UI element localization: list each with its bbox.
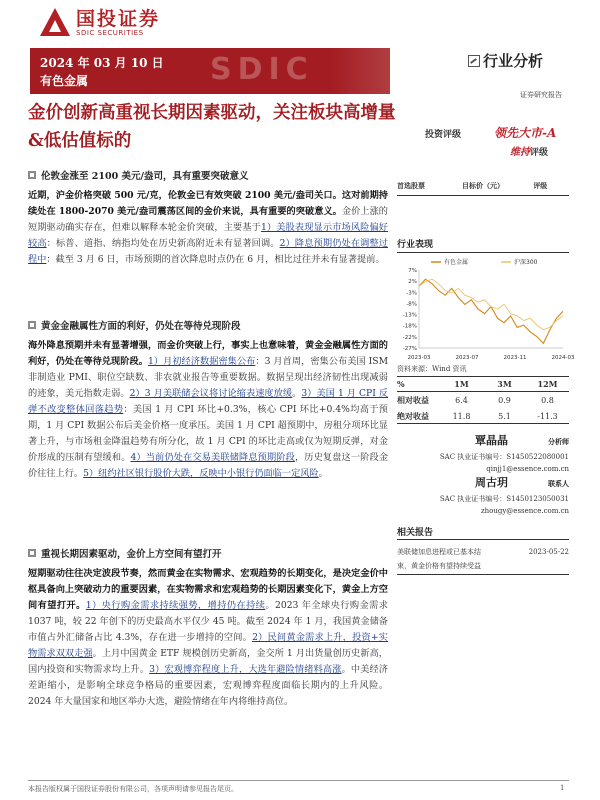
x-tick-label: 2024-03: [551, 355, 575, 361]
section-heading: 伦敦金涨至 2100 美元/盎司，具有重要突破意义: [28, 168, 388, 182]
analyst-email[interactable]: zhougy@essence.com.cn: [480, 507, 569, 515]
page-number: 1: [560, 784, 565, 792]
section-2: [28, 318, 388, 482]
rating-maintain: 维持评级: [510, 147, 549, 158]
section-heading: 重视长期因素驱动，金价上方空间有望打开: [28, 546, 388, 560]
stock-table-header: 首选股票 目标价（元） 评级: [397, 181, 548, 190]
rating-value: 领先大市-A: [494, 126, 557, 140]
footer-disclaimer: 本报告版权属于国投证券股份有限公司，各项声明请参见报告尾页。: [28, 785, 238, 793]
section-1: [28, 168, 388, 268]
company-logo: [40, 8, 160, 38]
analyst-1: [397, 432, 569, 475]
section-bullet-icon: [28, 171, 36, 179]
x-tick-label: 2023-07: [455, 355, 479, 361]
section-paragraph: 海外降息预期并未有显著增强，而金价突破上行，事实上也意味着，黄金金融属性方面的利好，仍处在等待兑现阶段。1）月初经济数据密集公布：3 月首周，密集公布美国 ISM 非制造业 PMI、职位空缺数、非农就业报告等重要数据。数据呈现出经济韧性出现减弱的迹象，美元指数走弱。2）3 月美联储会议将讨论缩表速度放缓。3）美国 1 月 CPI 反弹不改变整体回落趋势：美国 1 月 CPI 环比+0.3%，核心 CPI 环比+0.4%均高于预期，1 月 CPI 数据公布后美金价格一度承压。美国 1 月 CPI 超预期中，房租分项环比显著上升，与市场租金降温趋势有所分化，故 1 月 CPI 的环比走高或仅为短期反弹，对金价形成的压制有望缓和。4）当前仍处在交易美联储降息预期阶段，历史复盘这一阶段金价往往上行。5）纽约社区银行股价大跌，反映中小银行仍面临一定风险。: [28, 340, 389, 479]
legend-label: 沪深300: [514, 259, 538, 266]
table-row: 绝对收益 11.8 5.1 -11.3: [397, 410, 558, 421]
y-tick-label: -8%: [406, 301, 417, 308]
section-bullet-icon: [28, 549, 36, 557]
date-banner: [30, 48, 390, 94]
performance-table: [397, 376, 569, 424]
section-paragraph: 短期驱动往往决定波段节奏，然而黄金在实物需求、宏观趋势的长期变化，是决定金价中枢具备向上突破动力的重要因素，在实物需求和宏观趋势的长期因素变化下，黄金上方空间有望打开。1）央行购金需求持续强势，增持仍在持续。2023 年全球央行购金需求 1037 吨，较 22 年创下的历史最高水平仅少 45 吨。截至 2024 年 1 月，我国黄金储备市值占外汇储备占比 4.3%，存在进一步增持的空间。2）民间黄金需求上升，投资+实物需求双双走强。上月中国黄金 ETF 规模创历史新高，金交所 1 月出货量创历史新高，国内投资和实物需求均上升。3）宏观博弈程度上升，大选年避险情绪料高涨。中美经济差距缩小，是影响全球竞争格局的重要因素，宏观博弈程度面临长期内的上升风险。2024 年大量国家和地区举办大选，避险情绪在年内将维持高位。: [28, 568, 388, 707]
y-tick-label: -13%: [402, 312, 417, 319]
logo-en-text: SDIC SECURITIES: [76, 29, 144, 37]
report-type-label: 行业分析: [483, 52, 544, 70]
analyst-sac: SAC 执业证书编号：S1450123050031: [439, 495, 569, 503]
section-heading: 黄金金融属性方面的利好，仍处在等待兑现阶段: [28, 318, 388, 332]
logo-icon: [40, 8, 70, 38]
related-reports-title: 相关报告: [397, 528, 434, 538]
logo-cn-text: 国投证券: [76, 8, 161, 30]
performance-chart-svg: [397, 256, 575, 362]
y-tick-label: -27%: [402, 346, 417, 352]
performance-title: 行业表现: [397, 240, 434, 250]
banner-watermark: SDIC: [210, 52, 314, 87]
section-bullet-icon: [28, 321, 36, 329]
y-tick-label: 7%: [408, 268, 417, 274]
analyst-sac: SAC 执业证书编号：S1450522080001: [439, 453, 569, 461]
rating-label: 投资评级: [425, 130, 462, 140]
report-sector: 有色金属: [40, 74, 89, 88]
chart-source: 资料来源：Wind 资讯: [397, 365, 467, 373]
x-tick-label: 2023-11: [503, 355, 527, 361]
y-tick-label: -18%: [402, 323, 417, 330]
report-title: 金价创新高重视长期因素驱动，关注板块高增量&低估值标的: [28, 103, 396, 151]
analyst-role: 联系人: [548, 479, 569, 488]
analyst-name: 周古玥: [475, 476, 508, 489]
table-row: % 1M 3M 12M: [397, 376, 569, 392]
performance-chart: [397, 256, 575, 362]
related-report-item[interactable]: 美联储加息进程或已基本结 2023-05-22 束，黄金价格有望持续受益: [397, 548, 569, 570]
analyst-email[interactable]: qinjj1@essence.com.cn: [486, 465, 569, 473]
section-paragraph: 近期，沪金价格突破 500 元/克，伦敦金已有效突破 2100 美元/盎司关口。这对前期持续处在 1800-2070 美元/盎司震荡区间的金价来说，具有重要的突破意义。金价上涨的短期驱动确实存在，但难以解释本轮金价突破，主要基于1）美股表现显示市场风险偏好较高：标普、道指、纳指均处在历史新高附近未有显著回调。2）降息预期仍处在调整过程中：截至 3 月 6 日，市场预期的首次降息时点仍在 6 月，相比过往并未有显著提前。: [28, 190, 388, 265]
legend-label: 有色金属: [444, 259, 469, 266]
y-tick-label: 2%: [408, 279, 417, 286]
table-row: 相对收益 6.4 0.9 0.8: [397, 394, 554, 405]
y-tick-label: -22%: [402, 334, 417, 341]
report-type: [468, 50, 543, 71]
report-subtitle: 证券研究报告: [520, 91, 562, 99]
analyst-name: 覃晶晶: [475, 434, 508, 447]
series-line-2: [419, 279, 563, 329]
report-date: 2024 年 03 月 10 日: [40, 56, 164, 70]
report-type-icon: [468, 55, 480, 67]
series-line-1: [419, 279, 563, 343]
analyst-role: 分析师: [548, 437, 569, 446]
analyst-2: [397, 474, 569, 517]
x-tick-label: 2023-03: [407, 355, 431, 361]
y-tick-label: -3%: [406, 290, 417, 297]
section-3: [28, 546, 388, 710]
